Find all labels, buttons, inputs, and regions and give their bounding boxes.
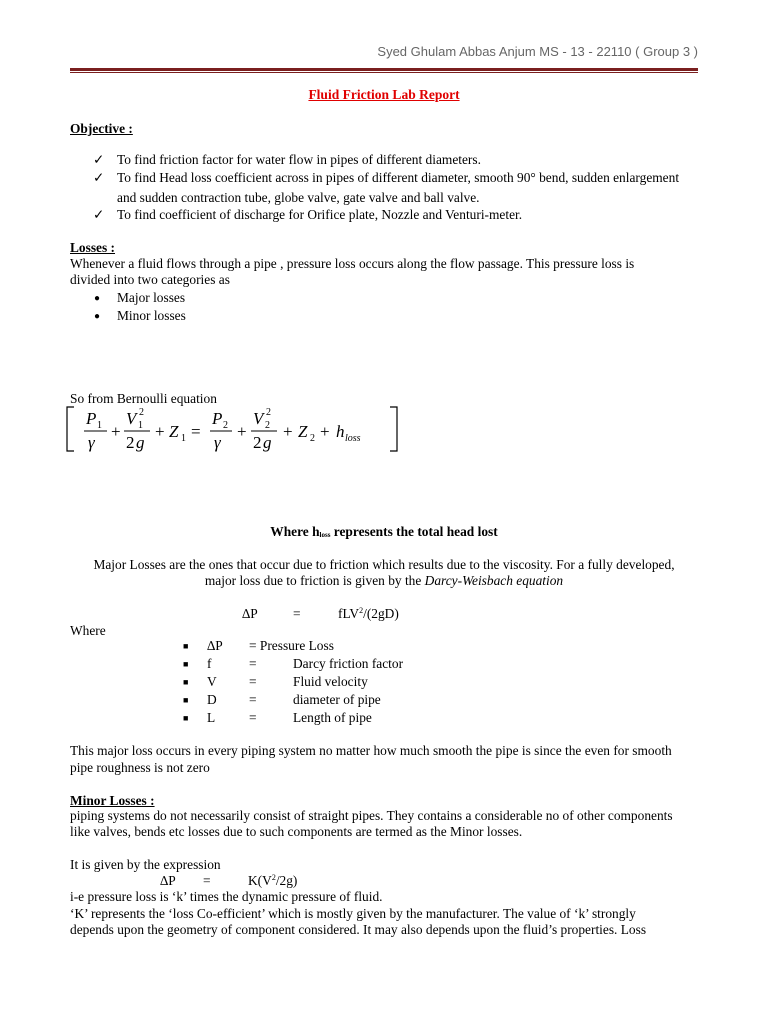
svg-text:loss: loss bbox=[345, 433, 361, 444]
objective-heading: Objective : bbox=[70, 121, 133, 136]
def-desc: Darcy friction factor bbox=[293, 656, 404, 671]
square-bullet-icon: ■ bbox=[183, 677, 189, 687]
major-line bbox=[0, 573, 768, 589]
eq-text: /2g) bbox=[275, 873, 298, 888]
head-loss-caption bbox=[0, 524, 768, 540]
minor-line: piping systems do not necessarily consist of straight pipes. They contains a considerable no of other components bbox=[70, 808, 673, 823]
def-symbol: L bbox=[207, 710, 216, 725]
svg-text:2: 2 bbox=[139, 407, 144, 418]
svg-text:g: g bbox=[263, 433, 272, 452]
bullet-icon: ● bbox=[94, 293, 101, 304]
major-note: pipe roughness is not zero bbox=[70, 760, 210, 775]
bullet-icon: ● bbox=[94, 311, 101, 322]
eq-text: K(V bbox=[248, 873, 272, 888]
def-symbol: f bbox=[207, 656, 212, 671]
svg-text:2: 2 bbox=[223, 420, 228, 431]
minor-line: depends upon the geometry of component considered. It may also depends upon the fluid’s properties. Loss bbox=[70, 922, 647, 937]
header-rule bbox=[70, 68, 698, 71]
svg-text:V: V bbox=[126, 409, 137, 428]
major-eq-rhs bbox=[338, 606, 399, 622]
svg-text:Z: Z bbox=[298, 422, 308, 441]
minor-eq-lhs: ∆P bbox=[160, 873, 176, 888]
def-desc: Length of pipe bbox=[293, 710, 372, 725]
minor-eq-rhs bbox=[248, 873, 297, 889]
svg-text:γ: γ bbox=[88, 433, 95, 452]
darcy-weisbach-label: Darcy-Weisbach equation bbox=[424, 573, 564, 588]
def-eq: = bbox=[249, 710, 257, 725]
svg-text:V: V bbox=[253, 409, 264, 428]
objective-item: To find friction factor for water flow in pipes of different diameters. bbox=[117, 152, 481, 167]
caption-text: Where h bbox=[270, 524, 320, 539]
def-symbol: D bbox=[207, 692, 217, 707]
svg-text:h: h bbox=[336, 422, 345, 441]
svg-text:+: + bbox=[283, 422, 293, 441]
svg-text:+: + bbox=[237, 422, 247, 441]
losses-line: divided into two categories as bbox=[70, 272, 230, 287]
square-bullet-icon: ■ bbox=[183, 695, 189, 705]
page-header: Syed Ghulam Abbas Anjum MS - 13 - 22110 ( Group 3 ) bbox=[377, 44, 698, 59]
def-symbol: V bbox=[207, 674, 217, 689]
major-eq-lhs: ∆P bbox=[242, 606, 258, 621]
check-icon: ✓ bbox=[93, 207, 105, 222]
losses-item: Minor losses bbox=[117, 308, 186, 323]
svg-text:2: 2 bbox=[310, 433, 315, 444]
objective-item: To find Head loss coefficient across in pipes of different diameter, smooth 90° bend, sudden enlargement bbox=[117, 170, 680, 185]
square-bullet-icon: ■ bbox=[183, 713, 189, 723]
minor-losses-heading: Minor Losses : bbox=[70, 793, 155, 808]
svg-text:g: g bbox=[136, 433, 145, 452]
svg-text:P: P bbox=[212, 409, 223, 428]
losses-item: Major losses bbox=[117, 290, 186, 305]
minor-line: like valves, bends etc losses due to such components are termed as the Minor losses. bbox=[70, 824, 523, 839]
check-icon: ✓ bbox=[93, 170, 105, 185]
where-label: Where bbox=[70, 623, 106, 638]
caption-subscript: loss bbox=[319, 531, 331, 539]
def-desc: diameter of pipe bbox=[293, 692, 381, 707]
minor-line: i-e pressure loss is ‘k’ times the dynamic pressure of fluid. bbox=[70, 889, 383, 904]
square-bullet-icon: ■ bbox=[183, 641, 189, 651]
svg-text:+: + bbox=[320, 422, 330, 441]
bernoulli-intro: So from Bernoulli equation bbox=[70, 391, 217, 406]
header-rule-thin bbox=[70, 72, 698, 73]
svg-text:+: + bbox=[155, 422, 165, 441]
svg-text:2: 2 bbox=[253, 433, 262, 452]
def-desc: Fluid velocity bbox=[293, 674, 368, 689]
svg-text:=: = bbox=[191, 422, 201, 441]
svg-text:2: 2 bbox=[265, 420, 270, 431]
def-eq: = bbox=[249, 692, 257, 707]
svg-text:P: P bbox=[86, 409, 97, 428]
minor-eq-equals: = bbox=[203, 873, 211, 888]
bernoulli-equation bbox=[62, 403, 402, 455]
svg-text:1: 1 bbox=[138, 420, 143, 431]
objective-item-cont: and sudden contraction tube, globe valve, gate valve and ball valve. bbox=[117, 190, 480, 205]
eq-text: fLV bbox=[338, 606, 360, 621]
def-eq: = bbox=[249, 656, 257, 671]
def-eq: = bbox=[249, 674, 257, 689]
major-eq-equals: = bbox=[293, 606, 301, 621]
svg-text:+: + bbox=[111, 422, 121, 441]
svg-text:2: 2 bbox=[126, 433, 135, 452]
check-icon: ✓ bbox=[93, 152, 105, 167]
eq-text: /(2gD) bbox=[363, 606, 399, 621]
objective-item: To find coefficient of discharge for Orifice plate, Nozzle and Venturi-meter. bbox=[117, 207, 523, 222]
document-title: Fluid Friction Lab Report bbox=[308, 87, 460, 102]
eq-superscript: 2 bbox=[271, 873, 276, 882]
major-text: major loss due to friction is given by the bbox=[204, 573, 425, 588]
square-bullet-icon: ■ bbox=[183, 659, 189, 669]
losses-line: Whenever a fluid flows through a pipe , pressure loss occurs along the flow passage. This pressure loss is bbox=[70, 256, 635, 271]
major-line: Major Losses are the ones that occur due to friction which results due to the viscosity. For a fully developed, bbox=[93, 557, 675, 572]
svg-text:Z: Z bbox=[169, 422, 179, 441]
def-symbol: ∆P bbox=[207, 638, 223, 653]
caption-text: represents the total head lost bbox=[330, 524, 498, 539]
svg-text:1: 1 bbox=[181, 433, 186, 444]
eq-superscript: 2 bbox=[359, 606, 364, 615]
svg-text:γ: γ bbox=[214, 433, 221, 452]
expr-intro: It is given by the expression bbox=[70, 857, 221, 872]
losses-heading: Losses : bbox=[70, 240, 116, 255]
def-eq: = Pressure Loss bbox=[249, 638, 334, 653]
major-note: This major loss occurs in every piping system no matter how much smooth the pipe is since the even for smooth bbox=[70, 743, 672, 758]
svg-text:1: 1 bbox=[97, 420, 102, 431]
svg-text:2: 2 bbox=[266, 407, 271, 418]
minor-line: ‘K’ represents the ‘loss Co-efficient’ which is mostly given by the manufacturer. The value of ‘k’ strongly bbox=[70, 906, 636, 921]
